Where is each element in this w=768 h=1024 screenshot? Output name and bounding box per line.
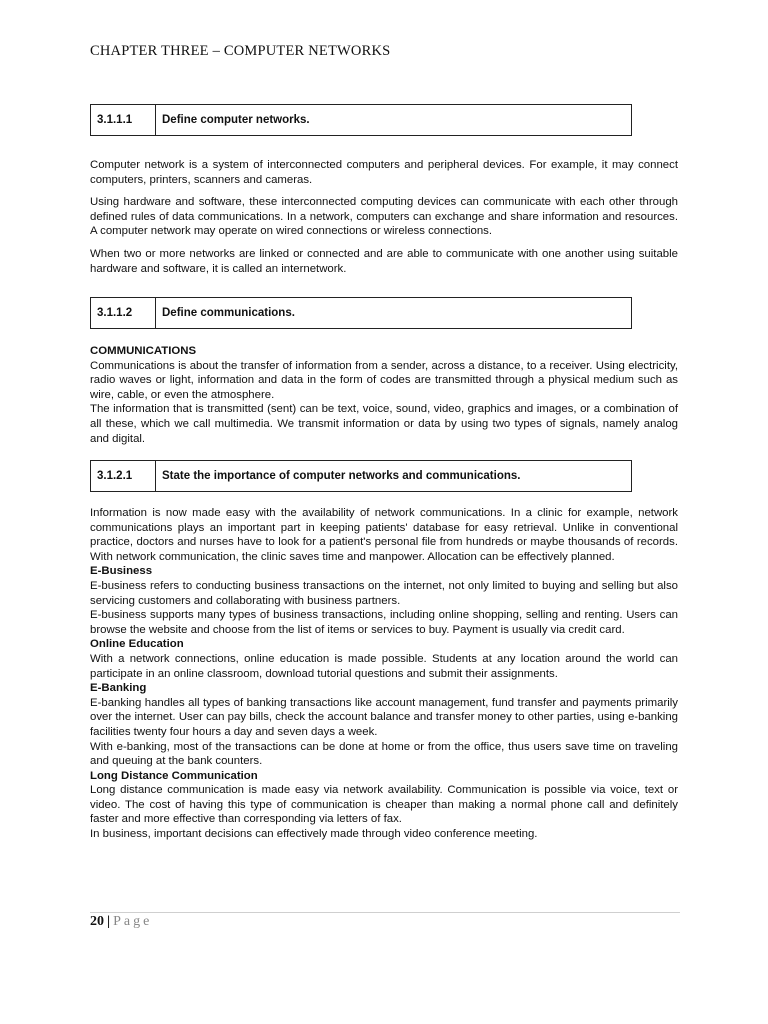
subheading-long-distance-communication: Long Distance Communication	[90, 769, 258, 782]
paragraph: E-business supports many types of business transactions, including online shopping, selling and renting. Users can browse the website and choose from the list of items or services to buy. Payment is usually via credit card.	[90, 609, 678, 636]
objective-title: Define communications.	[162, 307, 295, 319]
subheading-online-education: Online Education	[90, 638, 184, 651]
paragraph: E-banking handles all types of banking transactions like account management, fund transfer and payments primarily over the internet. User can pay bills, check the account balance and transfer money to other parties, using e-banking facilities twenty four hours a day and seven days a week.	[90, 696, 678, 738]
objective-box-2	[90, 297, 632, 329]
subheading-ebanking: E-Banking	[90, 682, 147, 695]
paragraph: With e-banking, most of the transactions can be done at home or from the office, thus users save time on traveling and queuing at the bank counters.	[90, 740, 678, 768]
page-word: Page	[113, 914, 153, 929]
paragraph: The information that is transmitted (sent) can be text, voice, sound, video, graphics and images, or a combination of all these, which we call multimedia. We transmit information or data by using two types of signals, namely analog and digital.	[90, 403, 678, 445]
objective-number: 3.1.1.2	[91, 298, 156, 328]
paragraph: In business, important decisions can effectively made through video conference meeting.	[90, 828, 538, 841]
section-heading: COMMUNICATIONS	[90, 345, 197, 357]
section-importance	[90, 506, 678, 842]
objective-box-1	[90, 104, 632, 136]
paragraph: When two or more networks are linked or connected and are able to communicate with one another using suitable hardware and software, it is called an internetwork.	[90, 247, 678, 275]
objective-box-3	[90, 460, 632, 492]
section-communications	[90, 344, 678, 446]
objective-title: State the importance of computer networks and communications.	[162, 470, 521, 482]
paragraph: Computer network is a system of interconnected computers and peripheral devices. For example, it may connect computers, printers, scanners and cameras.	[90, 159, 678, 186]
paragraph: Information is now made easy with the availability of network communications. In a clinic for example, network communications plays an important part in keeping patients' database for easy retrieval. Unlike in conventional practice, doctors and nurses have to look for a patient's personal file from hundreds or maybe thousands of records. With network communication, the clinic saves time and manpower. Allocation can be effectively planned.	[90, 507, 678, 563]
footer-separator: |	[107, 914, 111, 929]
footer-divider	[90, 912, 680, 913]
page-number: 20	[90, 914, 104, 929]
page-footer	[90, 914, 152, 930]
paragraph: E-business refers to conducting business transactions on the internet, not only limited to buying and selling but also servicing customers and collaborating with business partners.	[90, 579, 678, 607]
paragraph: Communications is about the transfer of information from a sender, across a distance, to a receiver. Using electricity, radio waves or light, information and data in the form of codes are transmitted through a physical medium such as wire, cable, or even the atmosphere.	[90, 359, 678, 401]
paragraph: Long distance communication is made easy via network availability. Communication is possible via voice, text or video. The cost of having this type of communication is cheaper than making a normal phone call and definitely faster and more effective than corresponding via letters of fax.	[90, 784, 678, 826]
paragraph: Using hardware and software, these interconnected computing devices can communicate with each other through defined rules of data communications. In a network, computers can exchange and share information and resources. A computer network may operate on wired connections or wireless connections.	[90, 196, 678, 238]
objective-title: Define computer networks.	[162, 114, 310, 126]
paragraph: With a network connections, online education is made possible. Students at any location around the world can participate in an online classroom, download tutorial questions and submit their assignments.	[90, 652, 678, 680]
objective-number: 3.1.1.1	[91, 105, 156, 135]
chapter-title: CHAPTER THREE – COMPUTER NETWORKS	[90, 43, 391, 59]
objective-number: 3.1.2.1	[91, 461, 156, 491]
section-computer-networks	[90, 158, 678, 284]
subheading-ebusiness: E-Business	[90, 565, 153, 578]
